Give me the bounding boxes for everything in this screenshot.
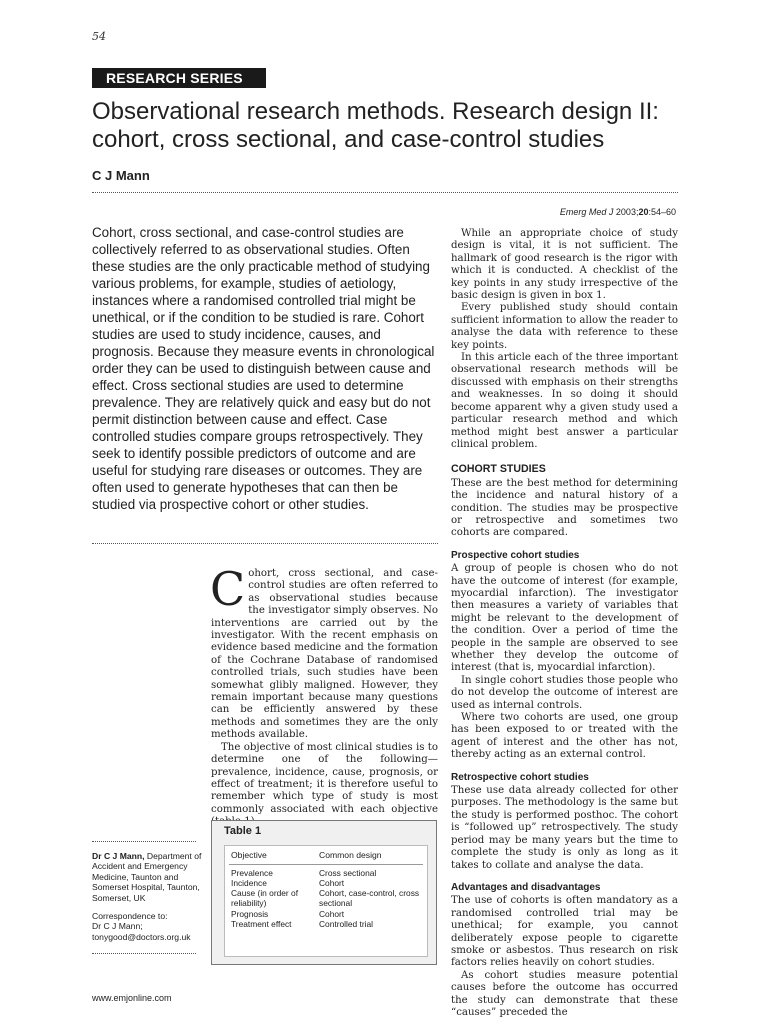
table-cell: Cause (in order of reliability) <box>231 888 299 908</box>
table-1 <box>211 820 437 965</box>
citation-year: 2003; <box>615 207 639 217</box>
right-column <box>451 228 678 1019</box>
table-cell: Controlled trial <box>319 919 373 929</box>
abstract: Cohort, cross sectional, and case-control studies are collectively referred to as observational studies. Often these studies are the only practicable method of studying various problems, for example, studies of aetiology, instances where a randomised controlled trial might be unethical, or if the condition to be studied is rare. Cohort studies are used to study incidence, causes, and prognosis. Because they measure events in chronological order they can be used to distinguish between cause and effect. Cross sectional studies are used to determine prevalence. They are relatively quick and easy but do not permit distinction between cause and effect. Case controlled studies compare groups retrospectively. They seek to identify possible predictors of outcome and are useful for studying rare diseases or outcomes. They are often used to generate hypotheses that can then be studied via prospective cohort or other studies. <box>92 225 435 512</box>
section-heading-cohort: COHORT STUDIES <box>451 463 546 476</box>
page-number: 54 <box>92 30 106 43</box>
table-cell: Incidence <box>231 878 267 888</box>
correspondence-email: tonygood@doctors.org.uk <box>92 931 191 942</box>
table-body <box>224 845 428 957</box>
body-paragraph: As cohort studies measure potential causes before the outcome has occurred the study can demonstrate that these “causes” preceded the <box>451 969 678 1018</box>
subheading-prospective: Prospective cohort studies <box>451 549 580 561</box>
series-badge: RESEARCH SERIES <box>92 68 266 88</box>
correspondence-label: Correspondence to: <box>92 911 168 922</box>
title-line: Observational research methods. Research design II: <box>92 98 659 125</box>
body-paragraph: The use of cohorts is often mandatory as a randomised controlled trial may be unethical; for example, you cannot deliberately expose people to cigarette smoke or asbestos. Thus research on risk factors relies heavily on cohort studies. <box>451 895 678 969</box>
table-cell: Cohort, case-control, cross sectional <box>319 888 420 908</box>
body-paragraph: Every published study should contain sufficient information to allow the reader to analyse the data with reference to these key points. <box>451 302 678 351</box>
citation <box>560 207 676 217</box>
affiliation-top-divider <box>92 841 196 842</box>
table-header-rule <box>229 864 423 865</box>
correspondence-name: Dr C J Mann; <box>92 921 143 932</box>
body-paragraph: These use data already collected for other purposes. The methodology is the same but the study is performed posthoc. The cohort is “followed up” retrospectively. The study period may be many years but the time to complete the study is only as long as it takes to collate and analyse the data. <box>451 785 678 871</box>
table-cell: Prognosis <box>231 909 269 919</box>
table-title: Table 1 <box>224 825 262 837</box>
citation-pages: :54–60 <box>648 207 676 217</box>
title-line: cohort, cross sectional, and case-control studies <box>92 126 605 153</box>
citation-journal: Emerg Med J <box>559 207 614 217</box>
body-paragraph: While an appropriate choice of study design is vital, it is not sufficient. The hallmark of good research is the rigor with which it is conducted. A checklist of the key points in any study irrespective of the basic design is given in box 1. <box>451 228 678 302</box>
affiliation-bottom-divider <box>92 953 196 954</box>
footer-url[interactable]: www.emjonline.com <box>92 993 172 1003</box>
table-header-design: Common design <box>319 850 382 860</box>
table-cell: Prevalence <box>231 868 273 878</box>
table-cell: Treatment effect <box>231 919 292 929</box>
abstract-divider <box>92 543 438 544</box>
intro-paragraph: The objective of most clinical studies is to determine one of the following—prevalence, incidence, cause, prognosis, or effect of treatment; it is therefore useful to remember which type of study is most commonly associated with each objective <box>211 741 438 815</box>
intro-text <box>210 562 438 829</box>
table-header-objective: Objective <box>231 850 267 860</box>
body-paragraph: A group of people is chosen who do not have the outcome of interest (for example, myocardial infarction). The investigator then measures a variety of variables that might be relevant to the development of the condition. Over a period of time the people in the sample are observed to see whether they develop the outcome of interest (that is, myocardial infarction). <box>451 563 678 674</box>
affiliation-block <box>92 851 202 942</box>
affiliation-text: Department of Accident and Emergency Medicine, Taunton and Somerset Hospital, Taunton, Somerset, UK <box>92 851 202 903</box>
subheading-advantages: Advantages and disadvantages <box>451 881 601 893</box>
drop-cap: C <box>210 562 246 616</box>
table-cell: Cohort <box>319 878 345 888</box>
author-name: C J Mann <box>92 168 150 183</box>
subheading-retrospective: Retrospective cohort studies <box>451 771 589 783</box>
affiliation-name: Dr C J Mann, <box>92 851 145 861</box>
article-title <box>92 98 692 154</box>
table-cell: Cohort <box>319 909 345 919</box>
body-paragraph: In single cohort studies those people who do not develop the outcome of interest are used as internal controls. <box>451 674 678 711</box>
table-cell: Cross sectional <box>319 868 377 878</box>
intro-paragraph: ohort, cross sectional, and case-control studies are often referred to as observational studies because the investigator simply observes. No interventions are carried out by the investigator. With the recent emphasis on evidence based medicine and the formation of the Cochrane Database of randomised controlled trials, such studies have been somewhat glibly maligned. However, they remain important because many questions can be efficiently answered by these methods and sometimes they are the only methods available. <box>211 568 438 741</box>
header-divider <box>92 192 678 193</box>
body-paragraph: In this article each of the three important observational research methods will be discussed with emphasis on their strengths and weaknesses. In so doing it should become apparent why a given study used a particular research method and which method might best answer a particular clinical problem. <box>451 352 678 450</box>
body-paragraph: Where two cohorts are used, one group has been exposed to or treated with the agent of interest and the other has not, thereby acting as an external control. <box>451 712 678 761</box>
citation-volume: 20 <box>638 207 649 217</box>
body-paragraph: These are the best method for determining the incidence and natural history of a condition. The studies may be prospective or retrospective and sometimes two cohorts are compared. <box>451 477 678 539</box>
